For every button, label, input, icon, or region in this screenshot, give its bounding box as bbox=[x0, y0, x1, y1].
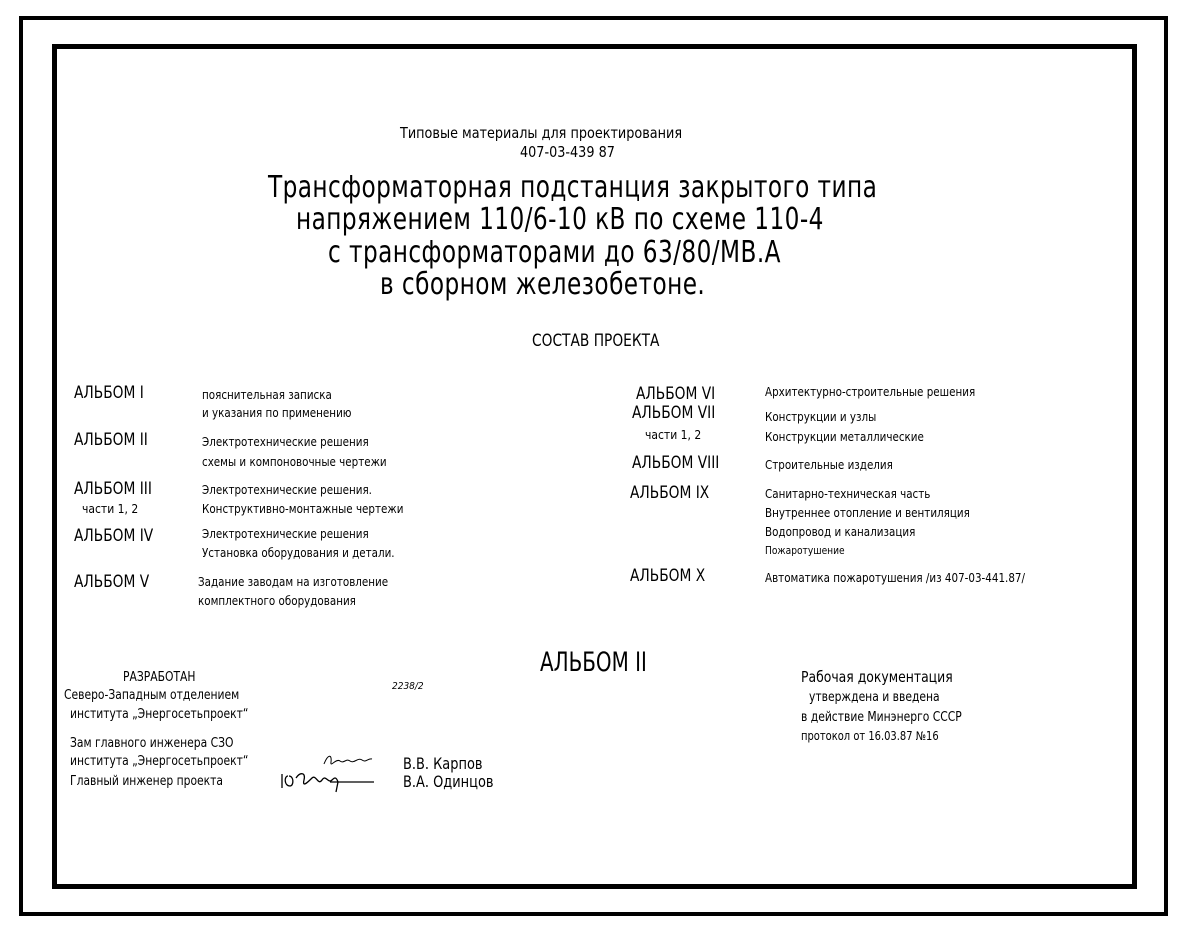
album-10-name: АЛЬБОМ X bbox=[630, 566, 706, 586]
chief-engineer-label: Главный инженер проекта bbox=[70, 774, 224, 789]
album-8-name: АЛЬБОМ VIII bbox=[632, 453, 720, 473]
album-6-name: АЛЬБОМ VI bbox=[636, 384, 716, 404]
album-5-desc-2: комплектного оборудования bbox=[198, 593, 356, 608]
album-3-desc-2: Конструктивно-монтажные чертежи bbox=[202, 501, 404, 516]
developed-org-2: института „Энергосетьпроект“ bbox=[70, 707, 249, 722]
album-6-desc-1: Архитектурно-строительные решения bbox=[765, 384, 976, 399]
album-8-desc-1: Строительные изделия bbox=[765, 457, 893, 472]
title-line-2: напряжением 110/6-10 кВ по схеме 110-4 bbox=[296, 202, 824, 237]
album-3-name: АЛЬБОМ III bbox=[74, 479, 152, 499]
album-7-desc-2: Конструкции металлические bbox=[765, 429, 924, 444]
album-4-desc-2: Установка оборудования и детали. bbox=[202, 545, 395, 560]
signature-odintsov bbox=[278, 768, 378, 796]
album-9-desc-3: Водопровод и канализация bbox=[765, 524, 916, 539]
album-9-desc-4: Пожаротушение bbox=[765, 544, 845, 557]
album-2-desc-2: схемы и компоновочные чертежи bbox=[202, 454, 387, 469]
album-5-desc-1: Задание заводам на изготовление bbox=[198, 574, 389, 589]
developed-label: РАЗРАБОТАН bbox=[123, 670, 196, 685]
album-7-parts: части 1, 2 bbox=[645, 428, 702, 442]
current-album: АЛЬБОМ II bbox=[540, 647, 647, 678]
album-1-name: АЛЬБОМ I bbox=[74, 383, 144, 403]
album-2-name: АЛЬБОМ II bbox=[74, 430, 148, 450]
album-9-name: АЛЬБОМ IX bbox=[630, 483, 710, 503]
deputy-chief-org: института „Энергосетьпроект“ bbox=[70, 754, 249, 769]
title-line-1: Трансформаторная подстанция закрытого типа bbox=[268, 170, 878, 205]
album-5-name: АЛЬБОМ V bbox=[74, 572, 150, 592]
album-1-desc-1: пояснительная записка bbox=[202, 387, 332, 402]
series-number: 407-03-439 87 bbox=[520, 143, 615, 161]
document-number: 2238/2 bbox=[392, 681, 424, 692]
approval-line-3: в действие Минэнерго СССР bbox=[801, 710, 962, 725]
approval-protocol: протокол от 16.03.87 №16 bbox=[801, 729, 939, 743]
approval-line-1: Рабочая документация bbox=[801, 668, 953, 686]
name-karpov: В.В. Карпов bbox=[403, 754, 483, 773]
album-2-desc-1: Электротехнические решения bbox=[202, 434, 369, 449]
album-3-parts: части 1, 2 bbox=[82, 502, 139, 516]
album-4-desc-1: Электротехнические решения bbox=[202, 526, 369, 541]
album-9-desc-1: Санитарно-техническая часть bbox=[765, 486, 931, 501]
album-4-name: АЛЬБОМ IV bbox=[74, 526, 154, 546]
approval-line-2: утверждена и введена bbox=[809, 690, 940, 705]
project-composition-heading: СОСТАВ ПРОЕКТА bbox=[532, 331, 660, 351]
album-7-desc-1: Конструкции и узлы bbox=[765, 409, 877, 424]
album-7-name: АЛЬБОМ VII bbox=[632, 403, 716, 423]
title-line-3: с трансформаторами до 63/80/МВ.А bbox=[328, 235, 781, 270]
title-line-4: в сборном железобетоне. bbox=[380, 267, 706, 302]
album-10-desc-1: Автоматика пожаротушения /из 407-03-441.87/ bbox=[765, 570, 1025, 585]
album-3-desc-1: Электротехнические решения. bbox=[202, 482, 372, 497]
name-odintsov: В.А. Одинцов bbox=[403, 772, 494, 791]
album-9-desc-2: Внутреннее отопление и вентиляция bbox=[765, 505, 970, 520]
series-title: Типовые материалы для проектирования bbox=[400, 124, 683, 142]
developed-org-1: Северо-Западным отделением bbox=[64, 688, 240, 703]
deputy-chief-label: Зам главного инженера СЗО bbox=[70, 736, 234, 751]
album-1-desc-2: и указания по применению bbox=[202, 405, 352, 420]
